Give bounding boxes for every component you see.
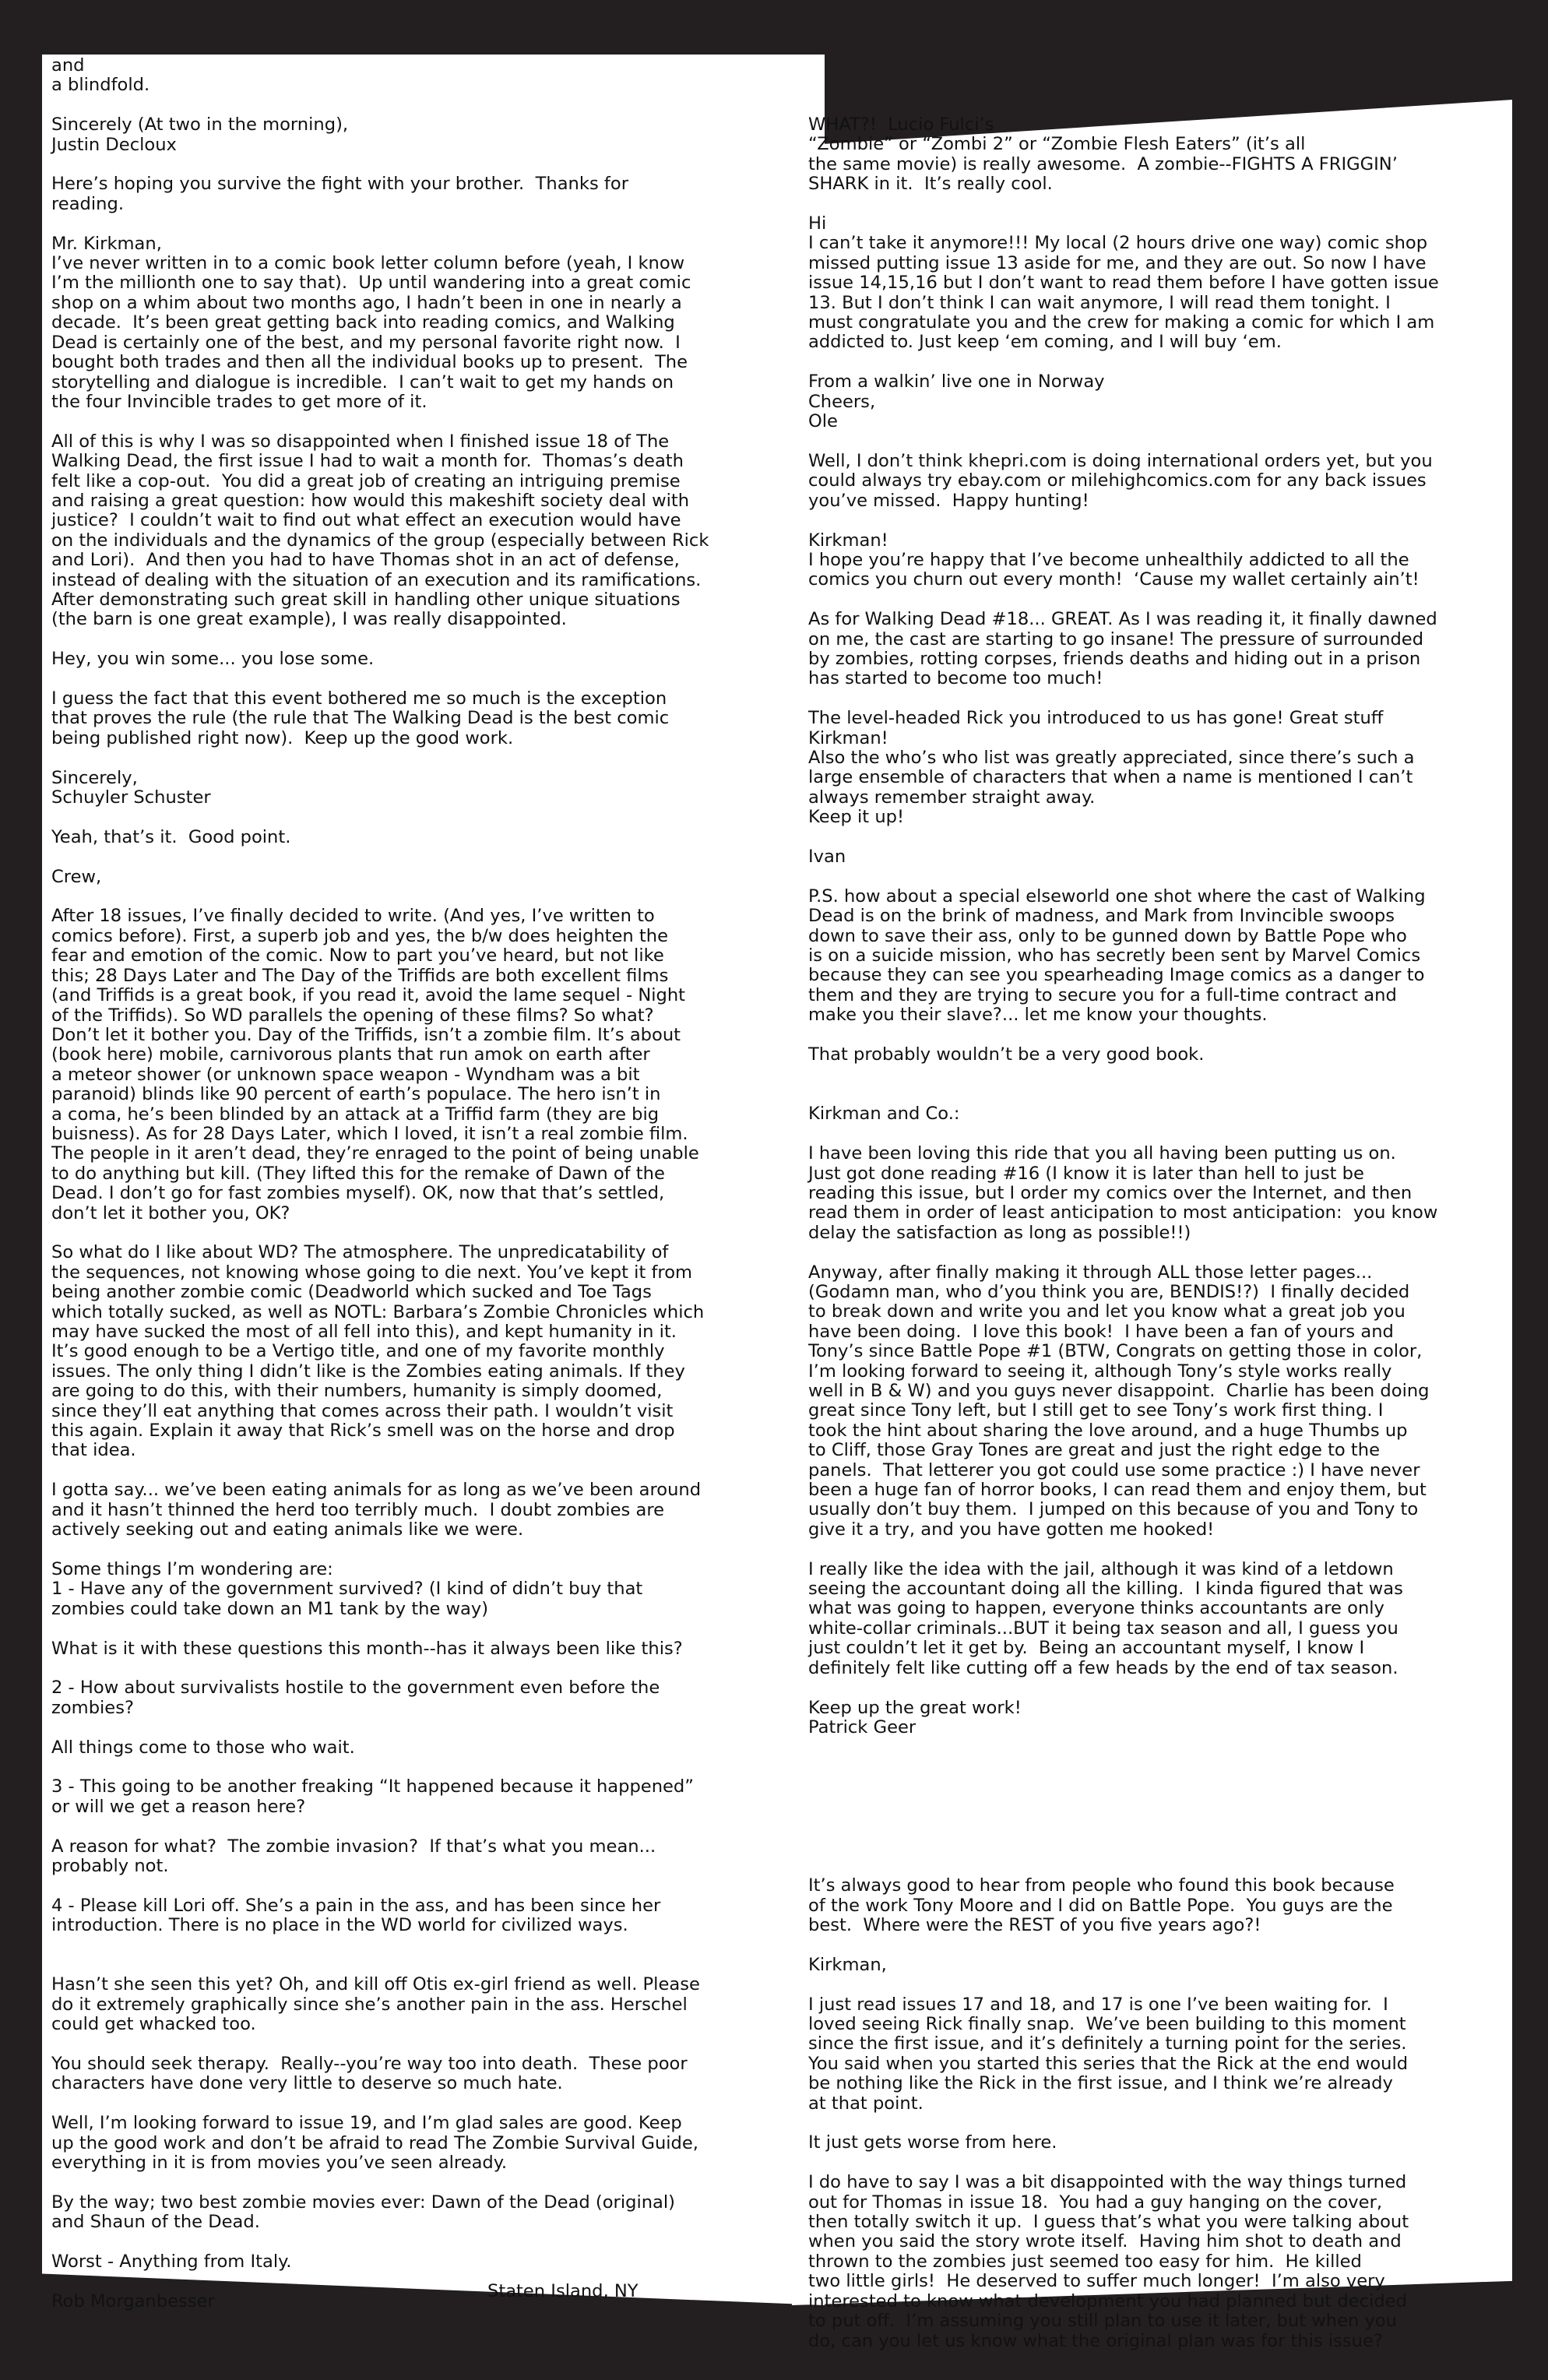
right-letters-column: WHAT?! Lucio Fulci’s “Zombie” or “Zombi 2” or “Zombie Flesh Eaters” (it’s all the same movie) is really awesome. A zombie--FIGHTS A FRIGGIN’ SHARK in it. It’s really cool. Hi I can’t take it anymore!!! My local (2 hours drive one way) comic shop missed putting issue 13 aside for me, and they are out. So now I have issue 14,15,16 but I don’t want to read them before I have gotten issue 13. But I don’t think I can wait anymore, I will read them tonight. I must congratulate you and the crew for making a comic for which I am addicted to. Just keep ‘em coming, and I will buy ‘em. From a walkin’ live one in Norway Cheers, Ole Well, I don’t think khepri.com is doing international orders yet, but you could always try ebay.com or milehighcomics.com for any back issues you’ve missed. Happy hunting! Kirkman! I hope you’re happy that I’ve become unhealthily addicted to all the comics you churn out every month! ‘Cause my wallet certainly ain’t! As for Walking Dead #18... GREAT. As I was reading it, it finally dawned on me, the cast are starting to go insane! The pressure of surrounded by zombies, rotting corpses, friends deaths and hiding out in a prison has started to become too much! The level-headed Rick you introduced to us has gone! Great stuff Kirkman! Also the who’s who list was greatly appreciated, since there’s such a large ensemble of characters that when a name is mentioned I can’t always remember straight away. Keep it up! Ivan P.S. how about a special elseworld one shot where the cast of Walking Dead is on the brink of madness, and Mark from Invincible swoops down to save their ass, only to be gunned down by Battle Pope who is on a suicide mission, who has secretly been sent by Marvel Comics because they can see you spearheading Image comics as a danger to them and they are trying to secure you for a full-time contract and make you their slave?... let me know your thoughts. That probably wouldn’t be a very good book. Kirkman and Co.: I have been loving this ride that you all having been putting us on. Just got done reading #16 (I know it is later than hell to just be reading this issue, but I order my comics over the Internet, and then read them in order of least anticipation to most anticipation: you know delay the satisfaction as long as possible!!) Anyway, after finally making it through ALL those letter pages... (Godamn man, who d’you think you are, BENDIS!?) I finally decided to break down and write you and let you know what a great job you have been doing. I love this book! I have been a fan of yours and Tony’s since Battle Pope #1 (BTW, Congrats on getting those in color, I’m looking forward to seeing it, although Tony’s style works really well in B & W) and you guys never disappoint. Charlie has been doing great since Tony left, but I still get to see Tony’s work first thing. I took the hint about sharing the love around, and a huge Thumbs up to Cliff, those Gray Tones are great and just the right edge to the panels. That letterer you got could use some practice :) I have never been a huge fan of horror books, I can read them and enjoy them, but usually don’t buy them. I jumped on this because of you and Tony to give it a try, and you have gotten me hooked! I really like the idea with the jail, although it was kind of a letdown seeing the accountant doing all the killing. I kinda figured that was what was going to happen, everyone thinks accountants are only white-collar criminals...BUT it being tax season and all, I guess you just couldn’t let it get by. Being an accountant myself, I know I definitely felt like cutting off a few heads by the end of tax season. Keep up the great work! Patrick Geer It’s always good to hear from people who found this book because of the work Tony Moore and I did on Battle Pope. You guys are the best. Where were the REST of you five years ago?! Kirkman, I just read issues 17 and 18, and 17 is one I’ve been waiting for. I loved seeing Rick finally snap. We’ve been building to this moment since the first issue, and it’s definitely a turning point for the series. You said when you started this series that the Rick at the end would be nothing like the Rick in the first issue, and I think we’re already at that point. It just gets worse from here. I do have to say I was a bit disappointed with the way things turned out for Thomas in issue 18. You had a guy hanging on the cover, then totally switch it up. I guess that’s what you were talking about when you said the story wrote itself. Having him shot to death and thrown to the zombies just seemed too easy for him. He killed two little girls! He deserved to suffer much longer! I’m also very interested to know what development you had planned but decided to put off. I’m assuming you still plan to use it later, but when you do, can you let us know what the original plan was for this issue?	[808, 114, 1439, 2351]
signature-location: Staten Island, NY	[487, 2281, 639, 2301]
left-letters-column: and a blindfold. Sincerely (At two in the morning), Justin Decloux Here’s hoping you survive the fight with your brother. Thanks for reading. Mr. Kirkman, I’ve never written in to a comic book letter column before (yeah, I know I’m the millionth one to say that). Up until wandering into a great comic shop on a whim about two months ago, I hadn’t been in one in nearly a decade. It’s been great getting back into reading comics, and Walking Dead is certainly one of the best, and my personal favorite right now. I bought both trades and then all the individual books up to present. The storytelling and dialogue is incredible. I can’t wait to get my hands on the four Invincible trades to get more of it. All of this is why I was so disappointed when I finished issue 18 of The Walking Dead, the first issue I had to wait a month for. Thomas’s death felt like a cop-out. You did a great job of creating an intriguing premise and raising a great question: how would this makeshift society deal with justice? I couldn’t wait to find out what effect an execution would have on the individuals and the dynamics of the group (especially between Rick and Lori). And then you had to have Thomas shot in an act of defense, instead of dealing with the situation of an execution and its ramifications. After demonstrating such great skill in handling other unique situations (the barn is one great example), I was really disappointed. Hey, you win some... you lose some. I guess the fact that this event bothered me so much is the exception that proves the rule (the rule that The Walking Dead is the best comic being published right now). Keep up the good work. Sincerely, Schuyler Schuster Yeah, that’s it. Good point. Crew, After 18 issues, I’ve finally decided to write. (And yes, I’ve written to comics before). First, a superb job and yes, the b/w does heighten the fear and emotion of the comic. Now to part you’ve heard, but not like this; 28 Days Later and The Day of the Triffids are both excellent films (and Triffids is a great book, if you read it, avoid the lame sequel - Night of the Triffids). So WD parallels the opening of these films? So what? Don’t let it bother you. Day of the Triffids, isn’t a zombie film. It’s about (book here) mobile, carnivorous plants that run amok on earth after a meteor shower (or unknown space weapon - Wyndham was a bit paranoid) blinds like 90 percent of earth’s populace. The hero isn’t in a coma, he’s been blinded by an attack at a Triffid farm (they are big buisness). As for 28 Days Later, which I loved, it isn’t a real zombie film. The people in it aren’t dead, they’re enraged to the point of being unable to do anything but kill. (They lifted this for the remake of Dawn of the Dead. I don’t go for fast zombies myself). OK, now that that’s settled, don’t let it bother you, OK? So what do I like about WD? The atmosphere. The unpredicatability of the sequences, not knowing whose going to die next. You’ve kept it from being another zombie comic (Deadworld which sucked and Toe Tags which totally sucked, as well as NOTL: Barbara’s Zombie Chronicles which may have sucked the most of all fell into this), and kept humanity in it. It’s good enough to be a Vertigo title, and one of my favorite monthly issues. The only thing I didn’t like is the Zombies eating animals. If they are going to do this, with their numbers, humanity is simply doomed, since they’ll eat anything that comes across their path. I wouldn’t visit this again. Explain it away that Rick’s smell was on the horse and drop that idea. I gotta say... we’ve been eating animals for as long as we’ve been around and it hasn’t thinned the herd too terribly much. I doubt zombies are actively seeking out and eating animals like we were. Some things I’m wondering are: 1 - Have any of the government survived? (I kind of didn’t buy that zombies could take down an M1 tank by the way) What is it with these questions this month--has it always been like this? 2 - How about survivalists hostile to the government even before the zombies? All things come to those who wait. 3 - This going to be another freaking “It happened because it happened” or will we get a reason here? A reason for what? The zombie invasion? If that’s what you mean... probably not. 4 - Please kill Lori off. She’s a pain in the ass, and has been since her introduction. There is no place in the WD world for civilized ways. Hasn’t she seen this yet? Oh, and kill off Otis ex-girl friend as well. Please do it extremely graphically since she’s another pain in the ass. Herschel could get whacked too. You should seek therapy. Really--you’re way too into death. These poor characters have done very little to deserve so much hate. Well, I’m looking forward to issue 19, and I’m glad sales are good. Keep up the good work and don’t be afraid to read The Zombie Survival Guide, everything in it is from movies you’ve seen already. By the way; two best zombie movies ever: Dawn of the Dead (original) and Shaun of the Dead. Worst - Anything from Italy. Rob Morganbesser	[51, 55, 709, 2311]
